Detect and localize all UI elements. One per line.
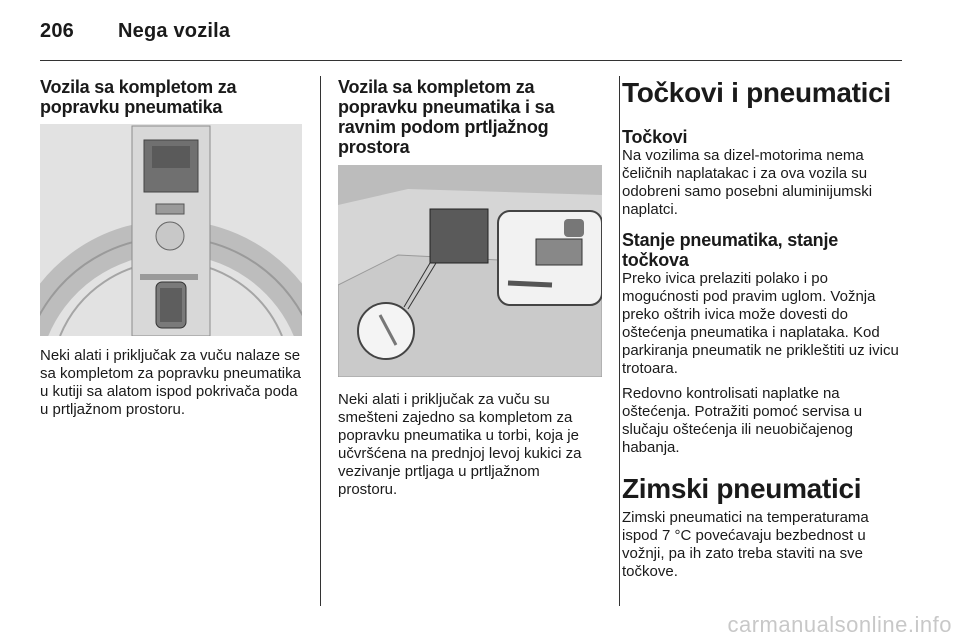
watermark: carmanualsonline.info xyxy=(727,612,952,637)
repair-kit-bag-in-trunk-image xyxy=(338,165,602,377)
tyre-condition-subheading: Stanje pneumatika, stanje točkova xyxy=(622,230,839,270)
rim-check-paragraph: Redovno kontrolisati naplatke na oštećenja. Potražiti pomoć servisa u slučaju oštećenja ili neuobičajenog habanja. xyxy=(622,385,863,456)
winter-tyres-paragraph: Zimski pneumatici na temperaturama ispod 7 °C povećavaju bezbednost u vožnji, pa ih zato treba staviti na sve točkove. xyxy=(622,509,869,580)
column-2 xyxy=(338,77,602,499)
winter-tyres-title: Zimski pneumatici xyxy=(622,473,862,504)
page-number: 206 xyxy=(40,20,74,42)
col2-heading: Vozila sa kompletom za popravku pneumatika i sa ravnim podom prtljažnog prostora xyxy=(338,77,555,157)
wheels-tyres-title: Točkovi i pneumatici xyxy=(622,77,891,108)
page-header xyxy=(40,20,230,43)
col1-body: Neki alati i priključak za vuču nalaze se sa kompletom za popravku pneumatika u kutiji sa alatom ispod pokrivača poda u prtljažnom prostoru. xyxy=(40,347,301,418)
wheels-paragraph: Na vozilima sa dizel-motorima nema čeličnih naplatakac i za ova vozila su odobreni samo posebni aluminijumski naplatci. xyxy=(622,147,873,218)
tyre-condition-paragraph: Preko ivica prelaziti polako i po mogućnosti pod pravim uglom. Vožnja preko oštrih ivica može dovesti do oštećenja pneumatika i naplataka. Kod parkiranja pneumatik ne prikleštiti uz ivicu trotoara. xyxy=(622,270,899,377)
column-divider-1 xyxy=(320,76,321,606)
col1-heading: Vozila sa kompletom za popravku pneumatika xyxy=(40,77,237,117)
col2-body: Neki alati i priključak za vuču su smešteni zajedno sa kompletom za popravku pneumatika u torbi, koja je učvršćena na prednjoj levoj kukici za vezivanje prtljaga u prtljažnom prostoru. xyxy=(338,391,582,498)
trunk-bag-illustration xyxy=(338,165,602,377)
spare-wheel-well-illustration xyxy=(40,124,302,336)
section-title: Nega vozila xyxy=(118,20,231,42)
column-divider-2 xyxy=(619,76,620,606)
header-rule xyxy=(40,60,902,61)
column-3 xyxy=(622,77,904,581)
tool-kit-in-wheel-well-image xyxy=(40,124,302,336)
column-1 xyxy=(40,77,302,419)
wheels-subheading: Točkovi xyxy=(622,127,688,147)
